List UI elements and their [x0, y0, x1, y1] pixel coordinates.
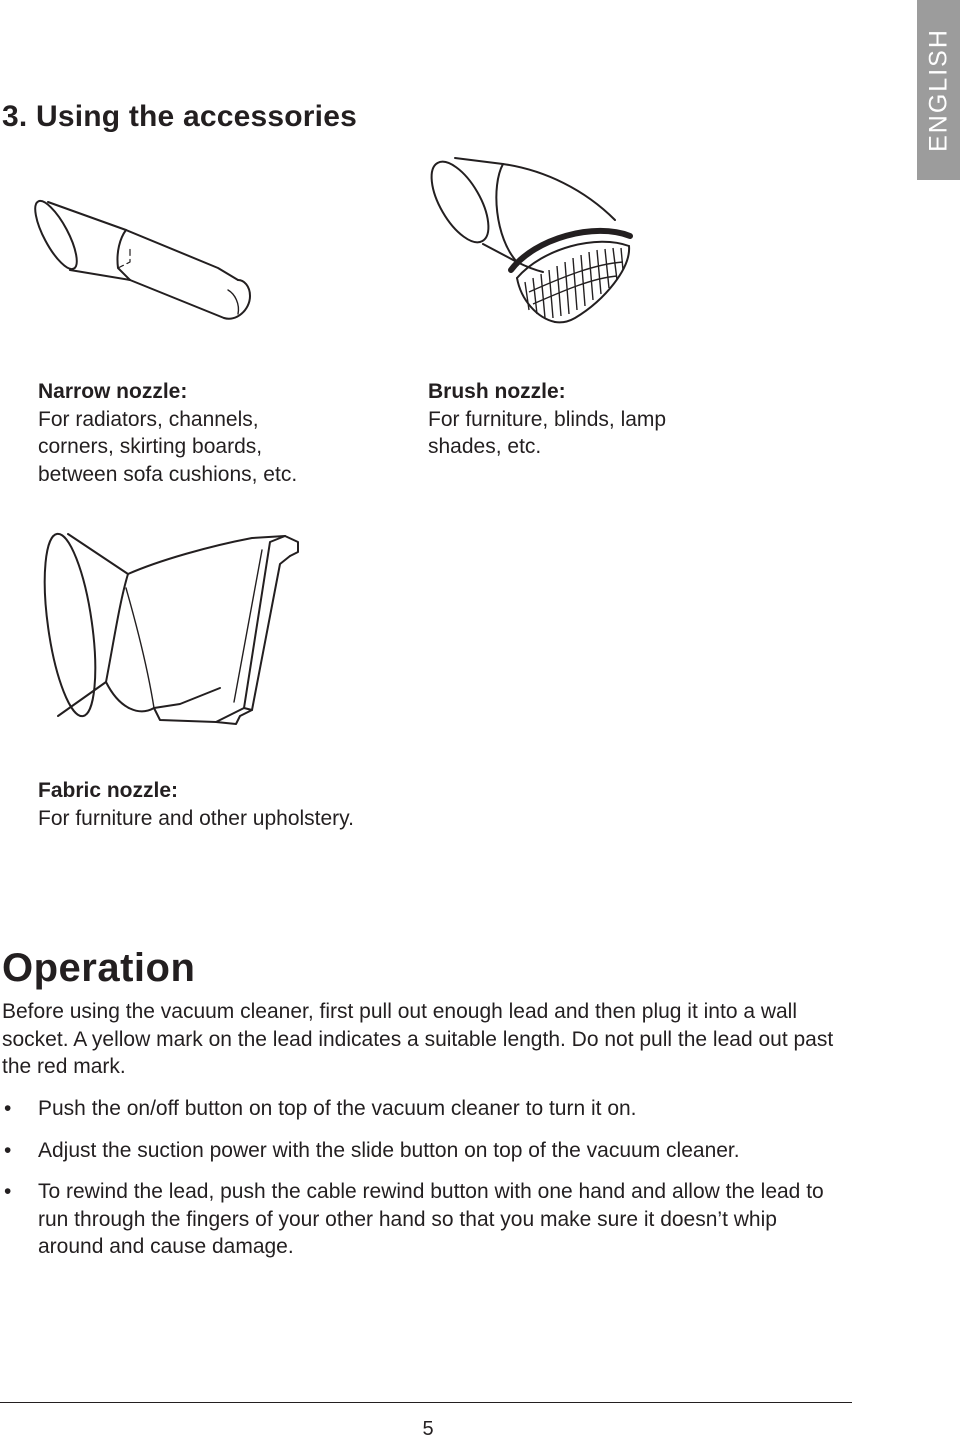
narrow-nozzle-icon	[28, 190, 258, 330]
list-item	[2, 1178, 842, 1261]
narrow-nozzle-line-3: between sofa cushions, etc.	[38, 462, 298, 486]
brush-nozzle-icon	[425, 150, 655, 340]
language-tab-label: ENGLISH	[924, 28, 952, 152]
narrow-nozzle-title: Narrow nozzle:	[38, 380, 188, 403]
operation-heading: Operation	[2, 946, 196, 990]
bullet-icon: •	[4, 1138, 12, 1162]
narrow-nozzle-line-1: For radiators, channels,	[38, 407, 259, 431]
list-item	[2, 1137, 842, 1165]
list-item	[2, 1095, 842, 1123]
section-title: 3. Using the accessories	[2, 100, 357, 133]
fabric-nozzle-line-1: For furniture and other upholstery.	[38, 806, 354, 830]
narrow-nozzle-caption	[38, 378, 297, 488]
brush-nozzle-caption	[428, 378, 666, 461]
language-tab	[917, 0, 960, 180]
operation-bullet-list	[2, 1095, 842, 1275]
bullet-icon: •	[4, 1097, 12, 1120]
fabric-nozzle-title: Fabric nozzle:	[38, 779, 179, 802]
bullet-text: To rewind the lead, push the cable rewind button with one hand and allow the lead to run through the fingers of your other hand so that you make sure it doesn’t whip around and cause damage.	[38, 1180, 824, 1258]
footer-divider	[0, 1402, 852, 1403]
bullet-text: Adjust the suction power with the slide button on top of the vacuum cleaner.	[38, 1138, 740, 1162]
narrow-nozzle-line-2: corners, skirting boards,	[38, 435, 263, 458]
brush-nozzle-line-2: shades, etc.	[428, 435, 542, 458]
operation-paragraph: Before using the vacuum cleaner, first pull out enough lead and then plug it into a wall socket. A yellow mark on the lead indicates a suitable length. Do not pull the lead out past the red mark.	[2, 1000, 834, 1078]
brush-nozzle-line-1: For furniture, blinds, lamp	[428, 407, 667, 431]
brush-nozzle-title: Brush nozzle:	[428, 380, 566, 403]
fabric-nozzle-icon	[30, 530, 330, 760]
bullet-icon: •	[4, 1180, 12, 1203]
bullet-text: Push the on/off button on top of the vacuum cleaner to turn it on.	[38, 1097, 637, 1120]
fabric-nozzle-caption	[38, 777, 354, 832]
page-number: 5	[422, 1418, 434, 1440]
